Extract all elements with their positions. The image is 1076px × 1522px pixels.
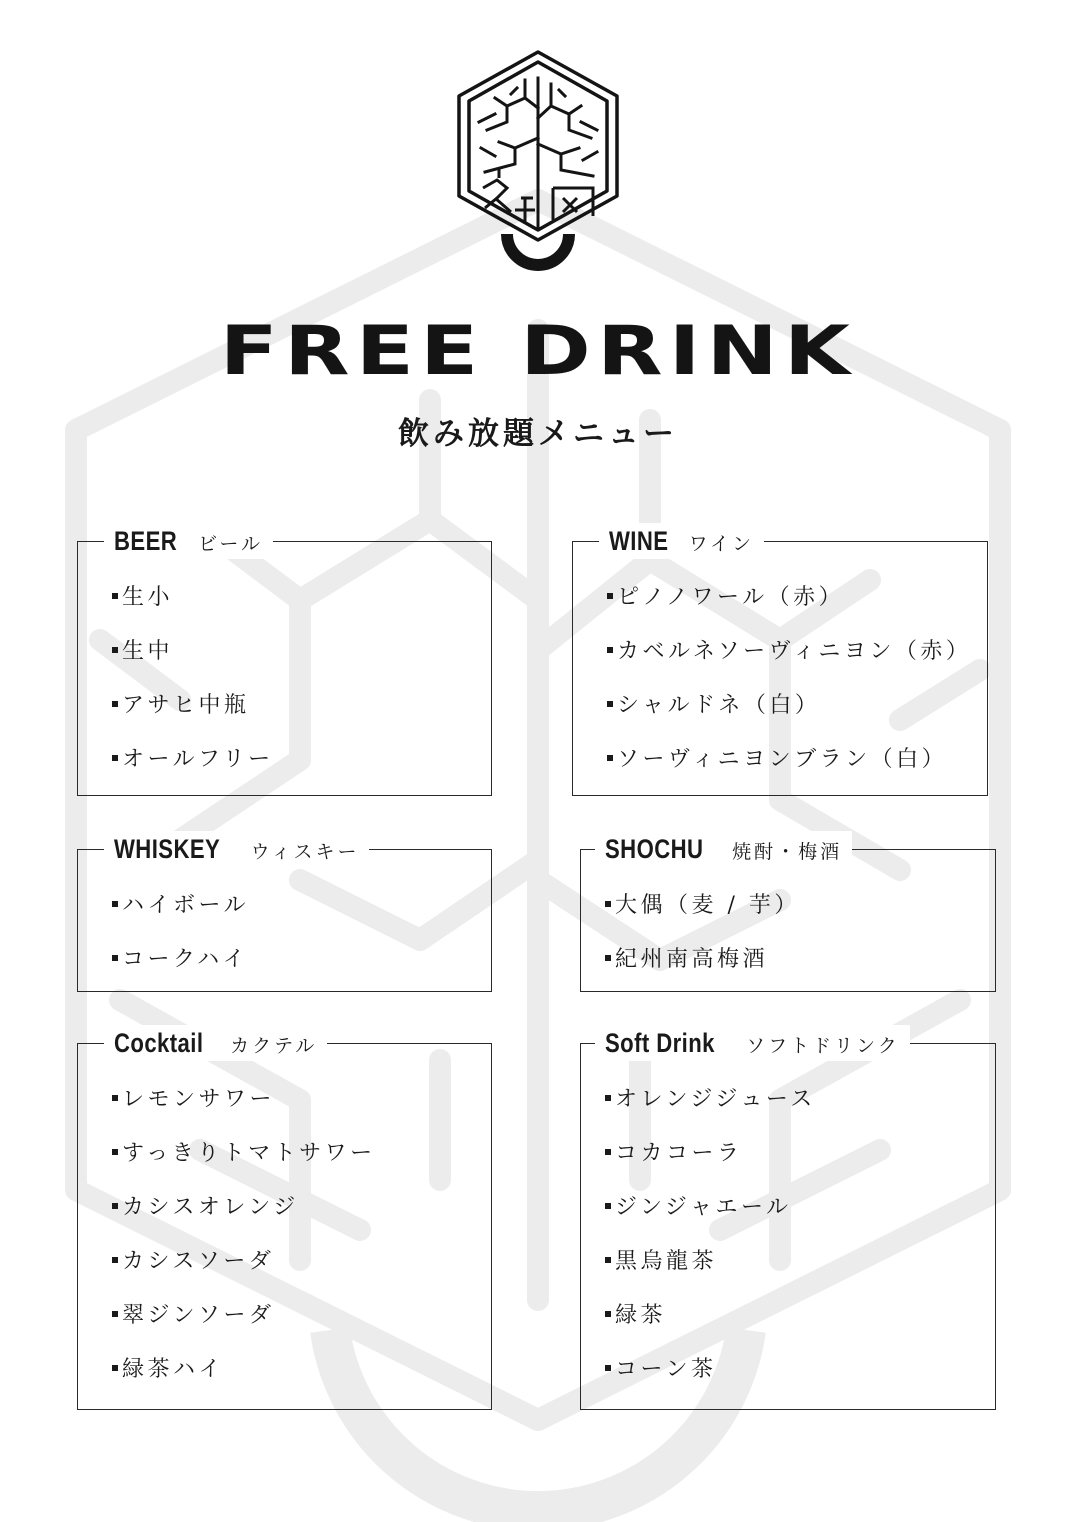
section-heading xyxy=(599,523,764,559)
list-item: すっきりトマトサワー xyxy=(112,1136,376,1190)
section-shochu xyxy=(580,834,996,992)
section-heading xyxy=(595,1025,910,1061)
list-item: 緑茶 xyxy=(605,1298,816,1352)
section-title-en: WHISKEY xyxy=(114,834,221,864)
list-item: アサヒ中瓶 xyxy=(112,688,274,742)
drink-list xyxy=(605,888,800,996)
section-beer xyxy=(77,526,492,796)
list-item: 紀州南高梅酒 xyxy=(605,942,800,996)
section-title-ja: カクテル xyxy=(230,1035,318,1057)
section-whiskey xyxy=(77,834,492,992)
list-item: 大偶（麦 / 芋） xyxy=(605,888,800,942)
list-item: ピノノワール（赤） xyxy=(607,580,971,634)
section-title-en: Soft Drink xyxy=(605,1028,715,1058)
list-item: 黒烏龍茶 xyxy=(605,1244,816,1298)
section-wine xyxy=(572,526,988,796)
list-item: 翠ジンソーダ xyxy=(112,1298,376,1352)
list-item: 緑茶ハイ xyxy=(112,1352,376,1406)
section-cocktail xyxy=(77,1028,492,1410)
list-item: シャルドネ（白） xyxy=(607,688,971,742)
list-item: カシスオレンジ xyxy=(112,1190,376,1244)
section-heading xyxy=(104,831,369,867)
section-title-ja: 焼酎・梅酒 xyxy=(732,841,843,863)
section-title-en: WINE xyxy=(609,526,669,556)
list-item: コーン茶 xyxy=(605,1352,816,1406)
list-item: ハイボール xyxy=(112,888,249,942)
list-item: コークハイ xyxy=(112,942,249,996)
page-title: FREE DRINK xyxy=(219,312,857,391)
list-item: 生中 xyxy=(112,634,274,688)
list-item: レモンサワー xyxy=(112,1082,376,1136)
section-heading xyxy=(104,1025,327,1061)
list-item: ジンジャエール xyxy=(605,1190,816,1244)
list-item: カベルネソーヴィニヨン（赤） xyxy=(607,634,971,688)
section-title-ja: ウィスキー xyxy=(250,841,360,863)
section-title-en: BEER xyxy=(114,526,178,556)
drink-list xyxy=(112,580,274,796)
section-title-en: Cocktail xyxy=(114,1028,204,1058)
list-item: ソーヴィニヨンブラン（白） xyxy=(607,742,971,796)
list-item: コカコーラ xyxy=(605,1136,816,1190)
section-soft-drink xyxy=(580,1028,996,1410)
section-title-ja: ソフトドリンク xyxy=(746,1035,900,1057)
drink-list xyxy=(112,1082,376,1406)
list-item: カシスソーダ xyxy=(112,1244,376,1298)
page-subtitle: 飲み放題メニュー xyxy=(398,416,678,452)
section-heading xyxy=(595,831,852,867)
section-title-ja: ビール xyxy=(198,533,263,555)
list-item: オレンジジュース xyxy=(605,1082,816,1136)
section-heading xyxy=(104,523,273,559)
drink-list xyxy=(607,580,971,796)
list-item: 生小 xyxy=(112,580,274,634)
section-title-ja: ワイン xyxy=(688,533,755,555)
section-title-en: SHOCHU xyxy=(605,834,704,864)
list-item: オールフリー xyxy=(112,742,274,796)
drink-list xyxy=(605,1082,816,1406)
drink-list xyxy=(112,888,249,996)
hex-tree-logo-icon xyxy=(455,48,621,274)
